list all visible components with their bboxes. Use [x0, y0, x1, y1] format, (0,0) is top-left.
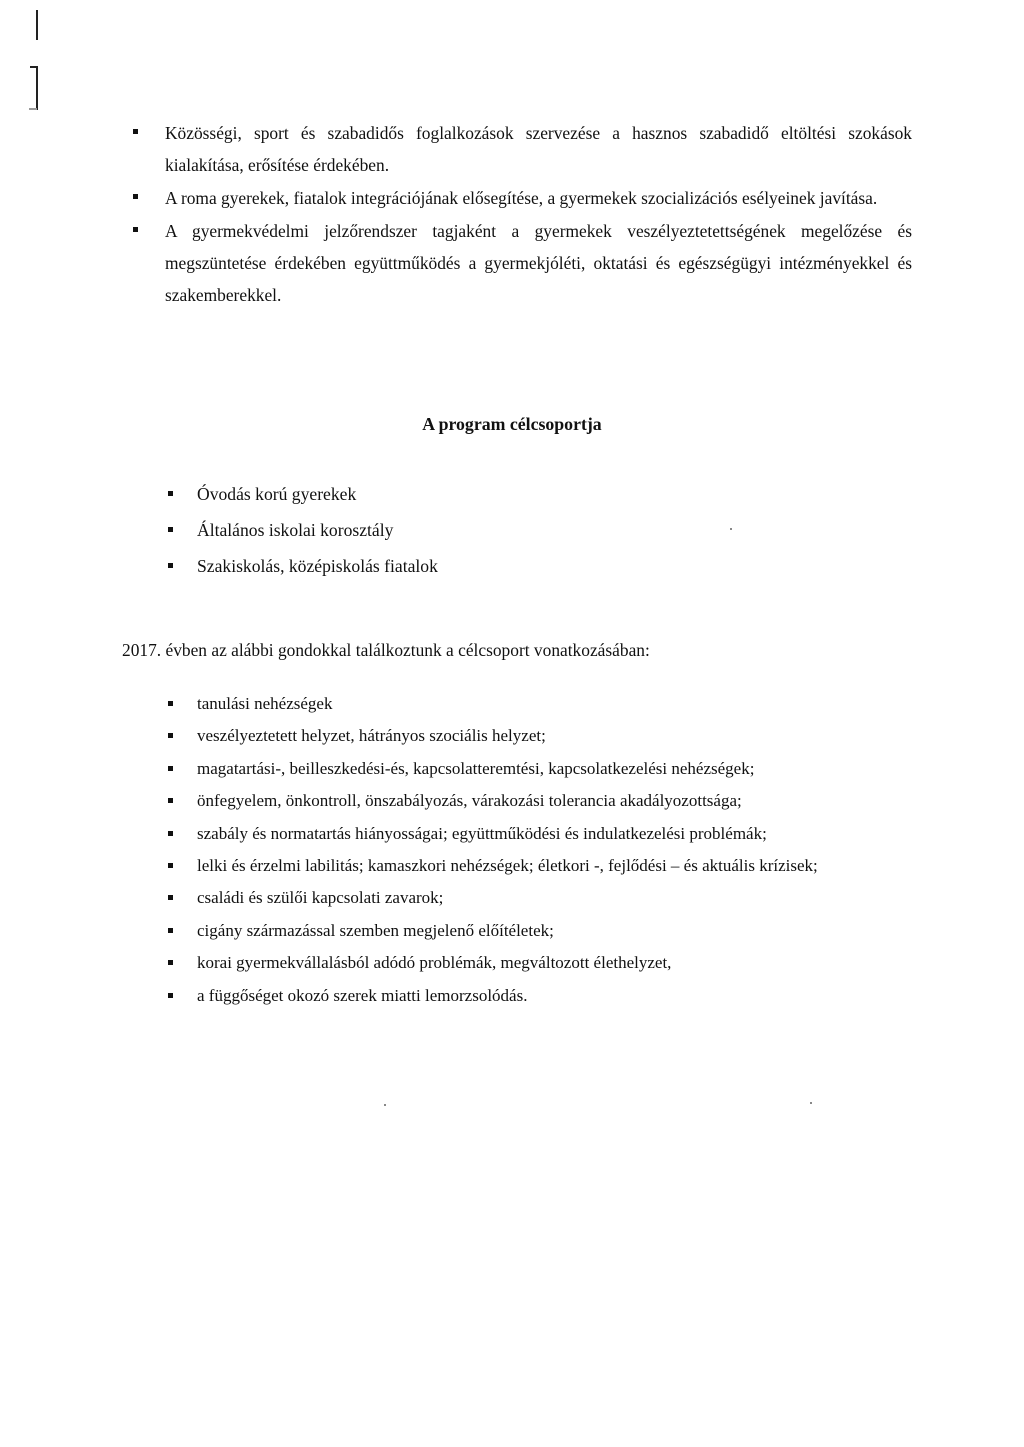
list-item: korai gyermekvállalásból adódó problémák, megváltozott élethelyzet, [160, 947, 818, 979]
list-item: családi és szülői kapcsolati zavarok; [160, 882, 818, 914]
intro-list [122, 117, 912, 312]
list-item: Közösségi, sport és szabadidős foglalkozások szervezése a hasznos szabadidő eltöltési szokások kialakítása, erősítése érdekében. [122, 117, 912, 181]
scan-bracket-mark [36, 66, 38, 110]
list-item: önfegyelem, önkontroll, önszabályozás, várakozási tolerancia akadályozottsága; [160, 785, 818, 817]
problem-list [160, 688, 818, 1012]
list-item: A gyermekvédelmi jelzőrendszer tagjaként a gyermekek veszélyeztetettségének megelőzése és megszüntetése érdekében együttműködés a gyermekjóléti, oktatási és egészségügyi intézményekkel és szakemberekkel. [122, 215, 912, 311]
scan-speck [384, 1104, 386, 1106]
scan-bracket-bottom [29, 108, 37, 110]
list-item: veszélyeztetett helyzet, hátrányos szociális helyzet; [160, 720, 818, 752]
year-intro-text: 2017. évben az alábbi gondokkal találkoztunk a célcsoport vonatkozásában: [122, 640, 650, 660]
scan-speck [730, 528, 732, 530]
list-item: lelki és érzelmi labilitás; kamaszkori nehézségek; életkori -, fejlődési – és aktuális krízisek; [160, 850, 818, 882]
list-item: Általános iskolai korosztály [160, 512, 438, 548]
target-group-list [160, 476, 438, 584]
list-item: a függőséget okozó szerek miatti lemorzsolódás. [160, 980, 818, 1012]
scan-speck [810, 1102, 812, 1104]
list-item: Szakiskolás, középiskolás fiatalok [160, 548, 438, 584]
list-item: tanulási nehézségek [160, 688, 818, 720]
list-item: cigány származással szemben megjelenő előítéletek; [160, 915, 818, 947]
list-item: szabály és normatartás hiányosságai; együttműködési és indulatkezelési problémák; [160, 818, 818, 850]
scan-bracket-top [30, 66, 37, 68]
section-heading: A program célcsoportja [422, 414, 602, 434]
list-item: magatartási-, beilleszkedési-és, kapcsolatteremtési, kapcsolatkezelési nehézségek; [160, 753, 818, 785]
list-item: Óvodás korú gyerekek [160, 476, 438, 512]
list-item: A roma gyerekek, fiatalok integrációjának elősegítése, a gyermekek szocializációs esélyeinek javítása. [122, 182, 912, 214]
scan-edge-mark [36, 10, 38, 40]
